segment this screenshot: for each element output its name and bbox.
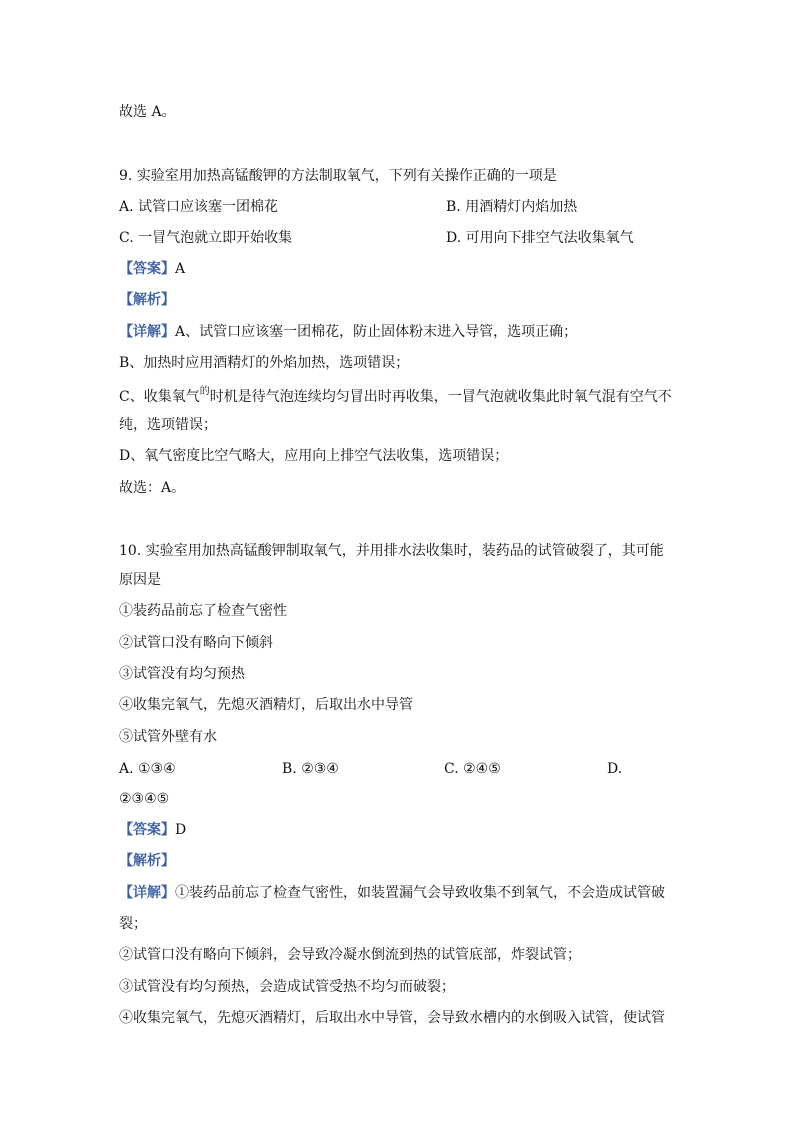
q9-option-b: B. 用酒精灯内焰加热 (446, 199, 578, 215)
detail-tag: 【详解】 (119, 324, 175, 340)
detail-tag: 【详解】 (119, 885, 175, 901)
answer-tag: 【答案】 (119, 261, 175, 277)
detail-text: C、收集氧气 (119, 389, 200, 405)
q10-detail-3: ③试管没有均匀预热，会造成试管受热不均匀而破裂； (119, 979, 455, 995)
q10-item-2: ②试管口没有略向下倾斜 (119, 635, 273, 651)
q10-option-d: D. (607, 761, 623, 777)
q9-detail-4: D、氧气密度比空气略大，应用向上排空气法收集，选项错误； (119, 448, 509, 464)
detail-text: A、试管口应该塞一团棉花，防止固体粉末进入导管，选项正确； (175, 324, 578, 340)
q9-detail-1 (119, 322, 577, 342)
q8-conclusion: 故选 A。 (119, 104, 176, 120)
q9-stem: 9. 实验室用加热高锰酸钾的方法制取氧气，下列有关操作正确的一项是 (119, 168, 557, 184)
q10-item-4: ④收集完氧气，先熄灭酒精灯，后取出水中导管 (119, 697, 413, 713)
q10-answer-line (119, 820, 186, 840)
q10-stem-1: 10. 实验室用加热高锰酸钾制取氧气，并用排水法收集时，装药品的试管破裂了，其可能 (119, 543, 664, 559)
answer-value: A (175, 261, 186, 277)
q10-item-1: ①装药品前忘了检查气密性 (119, 603, 287, 619)
q10-stem-2: 原因是 (119, 572, 161, 588)
answer-tag: 【答案】 (119, 822, 175, 838)
q10-option-d-value: ②③④⑤ (119, 791, 170, 807)
q10-option-b: B. ②③④ (282, 761, 339, 777)
q9-conclusion: 故选：A。 (119, 480, 186, 496)
q10-option-c: C. ②④⑤ (444, 761, 501, 777)
q10-detail-1-cont: 裂； (119, 916, 147, 932)
analysis-tag: 【解析】 (119, 292, 175, 308)
superscript-char: 的 (199, 386, 210, 397)
detail-text: ①装药品前忘了检查气密性，如装置漏气会导致收集不到氧气，不会造成试管破 (175, 885, 665, 901)
q9-detail-2: B、加热时应用酒精灯的外焰加热，选项错误； (119, 355, 410, 371)
q9-option-d: D. 可用向下排空气法收集氧气 (446, 230, 634, 246)
q9-option-c: C. 一冒气泡就立即开始收集 (119, 230, 293, 246)
q10-item-5: ⑤试管外壁有水 (119, 729, 217, 745)
q10-option-a: A. ①③④ (119, 761, 176, 777)
q10-detail-2: ②试管口没有略向下倾斜，会导致冷凝水倒流到热的试管底部，炸裂试管； (119, 947, 581, 963)
analysis-tag: 【解析】 (119, 853, 175, 869)
q10-detail-4: ④收集完氧气，先熄灭酒精灯，后取出水中导管，会导致水槽内的水倒吸入试管，使试管 (119, 1010, 665, 1026)
detail-text: 时机是待气泡连续均匀冒出时再收集，一冒气泡就收集此时氧气混有空气不 (209, 389, 672, 405)
q9-answer-line (119, 259, 185, 279)
q9-option-a: A. 试管口应该塞一团棉花 (119, 199, 279, 215)
q9-detail-3 (119, 387, 672, 409)
q9-analysis-line (119, 290, 175, 310)
q9-detail-3-cont: 纯，选项错误； (119, 417, 217, 433)
answer-value: D (175, 822, 187, 838)
q10-item-3: ③试管没有均匀预热 (119, 666, 245, 682)
q10-detail-1 (119, 883, 665, 903)
q10-analysis-line (119, 851, 175, 871)
